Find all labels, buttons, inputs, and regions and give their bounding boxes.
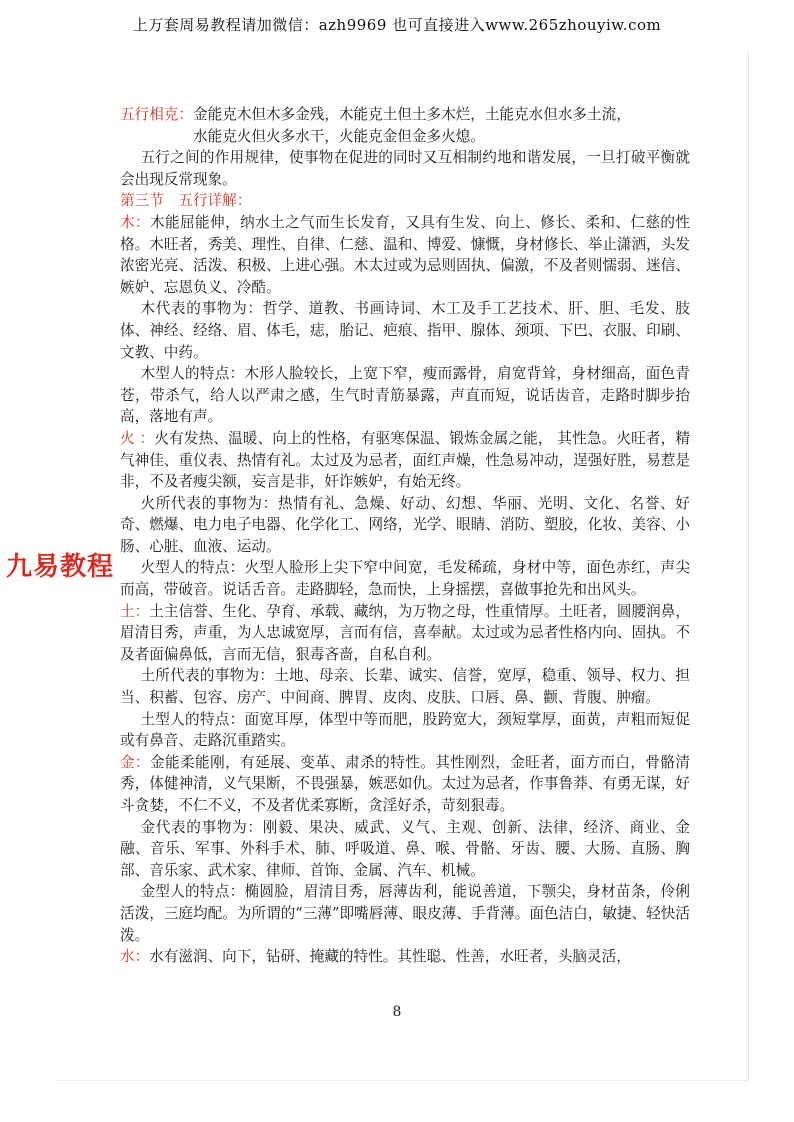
metal-type: 金型人的特点：椭圆脸，眉清目秀，唇薄齿利，能说善道，下颚尖，身材苗条，伶俐活泼，三庭均配。为所谓的“三薄”即嘴唇薄、眼皮薄、手背薄。面色洁白，敏捷、轻快活泼。 xyxy=(120,883,690,944)
watermark-logo: 九易教程 xyxy=(6,546,114,583)
metal-label: 金： xyxy=(120,753,151,771)
wood-represents: 木代表的事物为：哲学、道教、书画诗词、木工及手工艺技术、肝、胆、毛发、肢体、神经、经络、眉、体毛，痣，胎记、疤痕、指甲、腺体、颈项、下巴、衣服、印刷、文教、中药。 xyxy=(120,300,690,361)
earth-represents: 土所代表的事物为：土地、母亲、长辈、诚实、信誉，宽厚，稳重、领导、权力、担当、积蓄、包容、房产、中间商、脾胃、皮肉、皮肤、口唇、鼻、颧、背腹、肿瘤。 xyxy=(120,667,690,707)
page-header-banner: 上万套周易教程请加微信：azh9969 也可直接进入www.265zhouyiw.com xyxy=(132,16,662,34)
earth-paragraph xyxy=(120,601,690,666)
wuxing-xiangke-line-1: 金能克木但木多金残，木能克土但土多木烂，土能克水但水多土流， xyxy=(192,106,631,123)
section-title: 第三节 五行详解： xyxy=(120,192,252,210)
page-bottom-line xyxy=(56,1080,748,1081)
fire-label: 火 ： xyxy=(120,429,155,447)
wood-text: 木能屈能伸，纳水土之气而生长发育，又具有生发、向上、修长、柔和、仁慈的性格。木旺者，秀美、理性、自律、仁慈、温和、博爱、慷慨，身材修长、举止潇洒，头发浓密光亮、活泼、积极、上进心强。木太过或为忌则固执、偏激，不及者则懦弱、迷信、嫉妒、忘恩负义、冷酷。 xyxy=(120,213,690,296)
page-edge-line xyxy=(748,50,749,1080)
wood-label: 木： xyxy=(120,213,151,231)
wuxing-xiangke-line-2: 水能克火但火多水干，火能克金但金多火熄。 xyxy=(192,127,485,145)
metal-represents: 金代表的事物为：刚毅、果决、威武、义气、主观、创新、法律，经济、商业、金融、音乐、军事、外科手术、肺、呼吸道、鼻、喉、骨骼、牙齿、腰、大肠、直肠、胸部、音乐家、武术家、律师、首饰、金属、汽车、机械。 xyxy=(120,818,690,879)
earth-label: 土： xyxy=(120,602,150,620)
wuxing-xiangke-label: 五行相克： xyxy=(120,106,193,123)
water-paragraph xyxy=(120,946,690,968)
document-body xyxy=(120,104,690,968)
wuxing-xiangke-block xyxy=(120,104,690,147)
water-label: 水： xyxy=(120,948,150,966)
earth-type: 土型人的特点：面宽耳厚，体型中等而肥，股跨宽大，颈短掌厚，面黄，声粗而短促或有鼻音、走路沉重踏实。 xyxy=(120,710,690,750)
fire-type: 火型人的特点：火型人脸形上尖下窄中间宽，毛发稀疏，身材中等，面色赤红，声尖而高，带破音。说话舌音。走路脚轻，急而快，上身摇摆，喜做事抢先和出风头。 xyxy=(120,559,690,599)
earth-text: 土主信誉、生化、孕育、承载、藏纳，为万物之母，性重情厚。土旺者，圆腰润鼻，眉清目秀，声重，为人忠诚宽厚，言而有信，喜奉献。太过或为忌者性格内向、固执。不及者面偏鼻低，言而无信，狠毒吝啬，自私自利。 xyxy=(120,602,690,663)
fire-paragraph xyxy=(120,428,690,493)
fire-text: 火有发热、温暖、向上的性格，有驱寒保温、锻炼金属之能， 其性急。火旺者，精气神佳、重仪表、热情有礼。太过及为忌者，面红声燥，性急易冲动，逞强好胜，易惹是非，不及者瘦尖额，妄言是非，奸诈嫉妒，有始无终。 xyxy=(120,429,690,491)
summary-paragraph: 五行之间的作用规律，使事物在促进的同时又互相制约地和谐发展，一旦打破平衡就会出现反常现象。 xyxy=(120,149,690,188)
fire-represents: 火所代表的事物为：热情有礼、急燥、好动、幻想、华丽、光明、文化、名誉、好奇、燃爆、电力电子电器、化学化工、网络，光学、眼睛、消防、塑胶，化妆、美容、小肠、心脏、血液、运动。 xyxy=(120,494,690,555)
wood-paragraph xyxy=(120,212,690,298)
metal-text: 金能柔能刚，有延展、变革、肃杀的特性。其性刚烈，金旺者，面方而白，骨骼清秀，体健神清，义气果断，不畏强暴，嫉恶如仇。太过为忌者，作事鲁莽、有勇无谋，好斗贪婪，不仁不义，不及者优柔寡断，贪淫好杀，苛刻狠毒。 xyxy=(120,753,690,814)
page-number: 8 xyxy=(392,1004,402,1020)
water-text: 水有滋润、向下，钻研、掩藏的特性。其性聪、性善，水旺者，头脑灵活， xyxy=(149,948,631,966)
wood-type: 木型人的特点：木形人脸较长，上宽下窄，瘦而露骨，肩宽背耸，身材细高，面色青苍，带杀气，给人以严肃之感，生气时青筋暴露，声直而短，说话齿音，走路时脚步抬高，落地有声。 xyxy=(120,365,690,426)
metal-paragraph xyxy=(120,752,690,817)
